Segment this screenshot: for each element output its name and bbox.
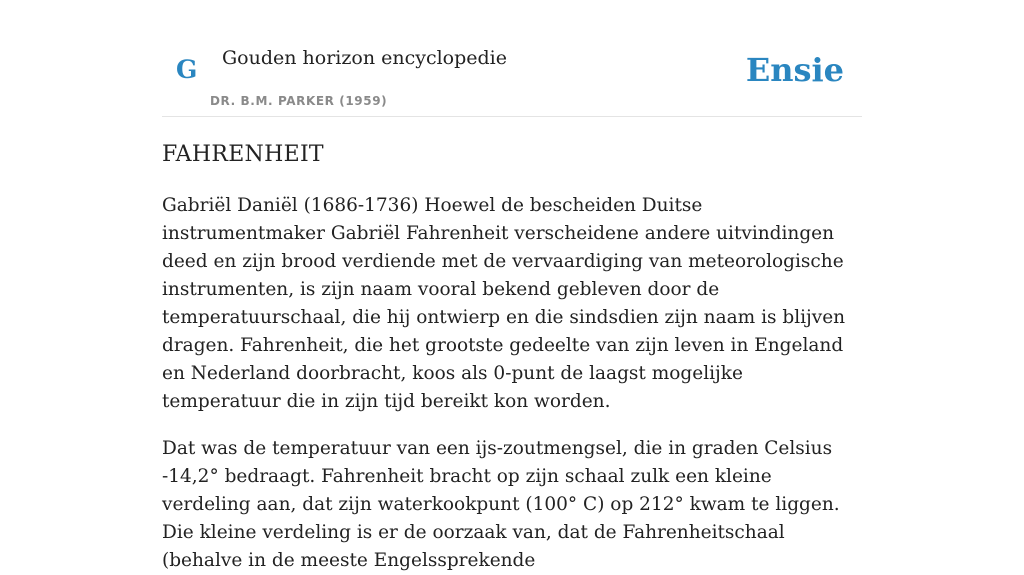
ensie-logo-link[interactable]: Ensie — [745, 51, 844, 89]
site-header — [162, 0, 862, 117]
entry-paragraph: Gabriël Daniël (1686-1736) Hoewel de bescheiden Duitse instrumentmaker Gabriël Fahrenheit verscheidene andere uitvindingen deed en zijn brood verdiende met de vervaardiging van meteorologische instrumenten, is zijn naam vooral bekend gebleven door de temperatuurschaal, die hij ontwierp en die sindsdien zijn naam is blijven dragen. Fahrenheit, die het grootste gedeelte van zijn leven in Engeland en Nederland doorbracht, koos als 0-punt de laagst mogelijke temperatuur die in zijn tijd bereikt kon worden. — [162, 195, 846, 412]
book-title-link[interactable]: Gouden horizon encyclopedie — [222, 47, 507, 69]
entry-title: FAHRENHEIT — [162, 142, 324, 167]
book-logo-icon[interactable]: G — [176, 55, 198, 84]
book-author: DR. B.M. PARKER (1959) — [210, 94, 388, 108]
entry-paragraph: Dat was de temperatuur van een ijs-zoutmengsel, die in graden Celsius -14,2° bedraagt. Fahrenheit bracht op zijn schaal zulk een kleine verdeling aan, dat zijn waterkookpunt (100° C) op 212° kwam te liggen. Die kleine verdeling is er de oorzaak van, dat de Fahrenheitschaal (behalve in de meeste Engelssprekende — [162, 438, 840, 571]
entry-content — [162, 138, 862, 575]
